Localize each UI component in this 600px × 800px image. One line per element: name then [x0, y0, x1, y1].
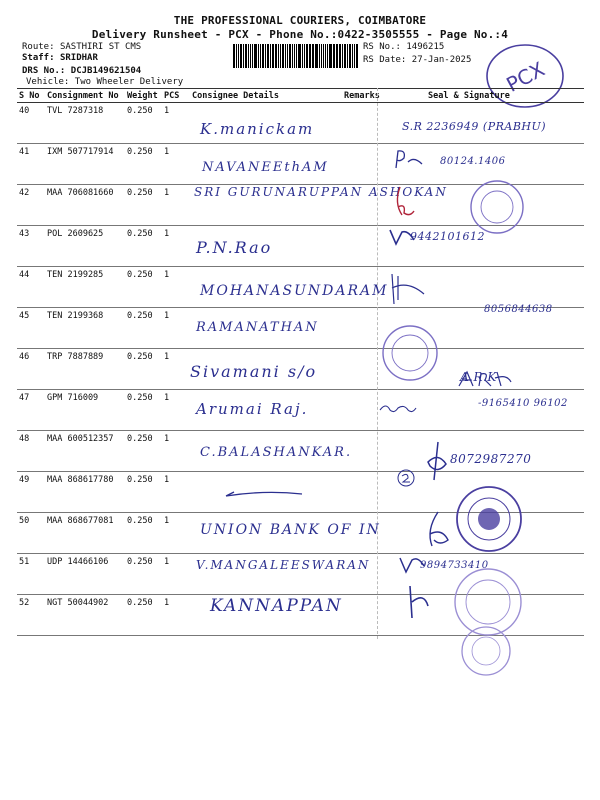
- row-weight: 0.250: [125, 349, 162, 390]
- row-weight: 0.250: [125, 308, 162, 349]
- barcode-bar: [233, 44, 235, 68]
- signature-43-scribble: [388, 226, 418, 248]
- signature-47-scribble: [378, 400, 418, 416]
- rs-date-label: RS Date:: [363, 55, 407, 65]
- company-title: THE PROFESSIONAL COURIERS, COIMBATORE: [173, 14, 427, 27]
- row-pcs: 1: [162, 267, 190, 308]
- signature-50-scribble: [422, 510, 452, 550]
- seal-handwriting: -9165410 96102: [478, 398, 568, 409]
- barcode-bar: [323, 44, 325, 68]
- row-consignment-no: TRP 7887889: [45, 349, 125, 390]
- row-consignment-no: NGT 50044902: [45, 595, 125, 636]
- consignee-handwriting: KANNAPPAN: [210, 596, 343, 616]
- barcode-bar: [236, 44, 237, 68]
- barcode-bar: [302, 44, 303, 68]
- barcode-bar: [280, 44, 281, 68]
- rs-date-line: [363, 55, 471, 65]
- barcode-bar: [262, 44, 264, 68]
- barcode-bar: [285, 44, 286, 68]
- rs-no-line: [363, 42, 444, 52]
- signature-42: [392, 185, 416, 221]
- row-pcs: 1: [162, 554, 190, 595]
- row-consignment-no: TEN 2199285: [45, 267, 125, 308]
- drs-value: DCJB149621504: [70, 66, 142, 76]
- signature-49-circle: [396, 468, 416, 488]
- row-pcs: 1: [162, 595, 190, 636]
- row-consignment-no: IXM 507717914: [45, 144, 125, 185]
- row-pcs: 1: [162, 390, 190, 431]
- route-value: SASTHIRI ST CMS: [59, 42, 142, 52]
- row-consignment-no: MAA 868617780: [45, 472, 125, 513]
- signature-51: [398, 554, 426, 576]
- table-header-row: [17, 89, 584, 103]
- seal-handwriting: 8072987270: [450, 452, 532, 466]
- col-header-consignment: Consignment No: [45, 89, 125, 103]
- staff-label: Staff:: [22, 53, 55, 63]
- row-sno: 43: [17, 226, 45, 267]
- row-pcs: 1: [162, 308, 190, 349]
- row-sno: 42: [17, 185, 45, 226]
- row-weight: 0.250: [125, 513, 162, 554]
- remarks-divider: [377, 88, 378, 639]
- rs-no-label: RS No.:: [363, 42, 401, 52]
- barcode-bar: [347, 44, 348, 68]
- row-sno: 44: [17, 267, 45, 308]
- barcode-bar: [270, 44, 271, 68]
- col-header-seal: Seal & Signature: [388, 89, 584, 103]
- row-consignment-no: UDP 14466106: [45, 554, 125, 595]
- row-weight: 0.250: [125, 267, 162, 308]
- barcode-bar: [352, 44, 353, 68]
- barcode-bar: [298, 44, 301, 68]
- barcode-bar: [292, 44, 293, 68]
- row-weight: 0.250: [125, 103, 162, 144]
- row-pcs: 1: [162, 185, 190, 226]
- barcode-bar: [275, 44, 277, 68]
- row-weight: 0.250: [125, 431, 162, 472]
- signature-48-scribble: [424, 440, 452, 484]
- signature-49-scribble: [396, 468, 416, 488]
- col-header-weight: Weight: [125, 89, 162, 103]
- row-pcs: 1: [162, 103, 190, 144]
- col-header-sno: S No: [17, 89, 45, 103]
- consignee-handwriting: MOHANASUNDARAM: [200, 283, 389, 299]
- row-sno: 45: [17, 308, 45, 349]
- barcode: [233, 44, 359, 68]
- row-pcs: 1: [162, 226, 190, 267]
- consignee-handwriting: P.N.Rao: [196, 238, 273, 257]
- seal-handwriting: S.R 2236949 (PRABHU): [402, 120, 547, 133]
- signature-48: [424, 440, 452, 484]
- barcode-bar: [356, 44, 358, 68]
- seal-stamp-46-graphic: [380, 322, 440, 384]
- signature-47: [378, 400, 418, 416]
- row-consignment-no: MAA 600512357: [45, 431, 125, 472]
- row-consignment-no: MAA 868677081: [45, 513, 125, 554]
- row-sno: 41: [17, 144, 45, 185]
- vehicle-line: [26, 77, 183, 87]
- consignee-handwriting: Arumai Raj.: [196, 400, 309, 418]
- row-remarks-cell: [342, 226, 388, 267]
- row-weight: 0.250: [125, 185, 162, 226]
- vehicle-label: Vehicle:: [26, 77, 70, 87]
- consignee-handwriting: C.BALASHANKAR.: [200, 445, 353, 460]
- barcode-bar: [289, 44, 291, 68]
- row-weight: 0.250: [125, 390, 162, 431]
- barcode-bar: [243, 44, 244, 68]
- barcode-bar: [260, 44, 261, 68]
- seal-handwriting: A.R.K: [460, 370, 497, 384]
- barcode-bar: [294, 44, 296, 68]
- row-remarks-cell: [342, 595, 388, 636]
- barcode-bar: [267, 44, 270, 68]
- signature-43: [388, 226, 418, 248]
- signature-41: [392, 148, 428, 172]
- consignee-handwriting: SRI GURUNARUPPAN ASHOKAN: [194, 185, 448, 199]
- row-pcs: 1: [162, 431, 190, 472]
- barcode-bar: [342, 44, 343, 68]
- rs-date-value: 27-Jan-2025: [411, 55, 472, 65]
- barcode-bar: [329, 44, 332, 68]
- barcode-bar: [309, 44, 310, 68]
- barcode-bar: [337, 44, 338, 68]
- signature-42-scribble: [392, 185, 416, 221]
- consignee-handwriting: V.MANGALEESWARAN: [196, 558, 371, 572]
- pcx-stamp-text: PCX: [502, 56, 549, 97]
- seal-stamp-bottom-graphic: [456, 624, 516, 678]
- row-pcs: 1: [162, 472, 190, 513]
- signature-52-scribble: [404, 584, 432, 620]
- seal-handwriting: 9442101612: [410, 230, 485, 243]
- row-pcs: 1: [162, 349, 190, 390]
- row-sno: 48: [17, 431, 45, 472]
- barcode-bar: [319, 44, 320, 68]
- col-header-remarks: Remarks: [342, 89, 388, 103]
- seal-stamp-50-graphic: [454, 484, 524, 554]
- barcode-bar: [272, 44, 274, 68]
- signature-46-scribble: [455, 368, 515, 390]
- signature-44-scribble: [388, 270, 428, 306]
- barcode-bar: [304, 44, 305, 68]
- row-sno: 51: [17, 554, 45, 595]
- drs-line: [22, 66, 141, 76]
- barcode-bar: [312, 44, 314, 68]
- barcode-bar: [344, 44, 346, 68]
- row-sno: 46: [17, 349, 45, 390]
- barcode-bar: [282, 44, 285, 68]
- signature-46: [455, 368, 515, 390]
- row-sno: 40: [17, 103, 45, 144]
- barcode-bar: [349, 44, 352, 68]
- row-sno: 49: [17, 472, 45, 513]
- row-pcs: 1: [162, 513, 190, 554]
- barcode-bar: [240, 44, 243, 68]
- signature-50: [422, 510, 452, 550]
- seal-stamp-50: [454, 484, 524, 554]
- row-consignment-no: GPM 716009: [45, 390, 125, 431]
- row-pcs: 1: [162, 144, 190, 185]
- row-remarks-cell: [342, 103, 388, 144]
- barcode-bar: [321, 44, 322, 68]
- col-header-pcs: PCS: [162, 89, 190, 103]
- seal-stamp-42: [468, 178, 526, 236]
- row-consignment-no: TEN 2199368: [45, 308, 125, 349]
- barcode-bar: [278, 44, 279, 68]
- row-weight: 0.250: [125, 226, 162, 267]
- barcode-bar: [333, 44, 335, 68]
- row-sno: 47: [17, 390, 45, 431]
- signature-51-scribble: [398, 554, 426, 576]
- barcode-bar: [315, 44, 318, 68]
- row-sno: 52: [17, 595, 45, 636]
- consignee-handwriting: K.manickam: [200, 120, 315, 138]
- barcode-bar: [336, 44, 337, 68]
- barcode-bar: [254, 44, 257, 68]
- consignee-handwriting: Sivamani s/o: [190, 362, 318, 381]
- drs-label: DRS No.:: [22, 66, 66, 76]
- staff-value: SRIDHAR: [59, 53, 98, 63]
- barcode-bar: [258, 44, 259, 68]
- row-weight: 0.250: [125, 595, 162, 636]
- row-weight: 0.250: [125, 144, 162, 185]
- barcode-bar: [248, 44, 249, 68]
- seal-stamp-46: [380, 322, 440, 384]
- consignee-handwriting: RAMANATHAN: [196, 320, 319, 335]
- signature-52: [404, 584, 432, 620]
- barcode-bar: [325, 44, 326, 68]
- seal-handwriting: 9894733410: [420, 560, 489, 571]
- barcode-bar: [250, 44, 251, 68]
- barcode-bar: [310, 44, 311, 68]
- vehicle-value: Two Wheeler Delivery: [74, 77, 184, 87]
- barcode-bar: [339, 44, 341, 68]
- barcode-bar: [265, 44, 266, 68]
- seal-handwriting: 80124.1406: [440, 156, 506, 167]
- row-consignment-no: POL 2609625: [45, 226, 125, 267]
- route-label: Route:: [22, 42, 55, 52]
- signature-44: [388, 270, 428, 306]
- col-header-consignee: Consignee Details: [190, 89, 342, 103]
- row-remarks-cell: [342, 472, 388, 513]
- seal-handwriting: 8056844638: [484, 304, 553, 315]
- consignee-49-stroke: [224, 485, 304, 497]
- consignee-49-line: [224, 488, 304, 500]
- consignee-handwriting: NAVANEEthAM: [202, 160, 329, 175]
- row-weight: 0.250: [125, 472, 162, 513]
- seal-stamp-bottom: [456, 624, 516, 678]
- barcode-bar: [296, 44, 297, 68]
- row-consignment-no: TVL 7287318: [45, 103, 125, 144]
- row-remarks-cell: [342, 144, 388, 185]
- staff-line: [22, 53, 98, 63]
- barcode-bar: [354, 44, 355, 68]
- consignee-handwriting: UNION BANK OF IN: [200, 522, 381, 538]
- barcode-bar: [287, 44, 288, 68]
- barcode-bar: [306, 44, 308, 68]
- barcode-bar: [238, 44, 239, 68]
- barcode-bar: [245, 44, 247, 68]
- barcode-bar: [252, 44, 254, 68]
- row-consignment-no: MAA 706081660: [45, 185, 125, 226]
- seal-stamp-42-graphic: [468, 178, 526, 236]
- runsheet-subtitle: Delivery Runsheet - PCX - Phone No.:0422-3505555 - Page No.:4: [91, 28, 509, 41]
- signature-41-scribble: [392, 148, 428, 172]
- route-line: [22, 42, 141, 52]
- row-weight: 0.250: [125, 554, 162, 595]
- row-sno: 50: [17, 513, 45, 554]
- barcode-bar: [327, 44, 328, 68]
- rs-no-value: 1496215: [406, 42, 445, 52]
